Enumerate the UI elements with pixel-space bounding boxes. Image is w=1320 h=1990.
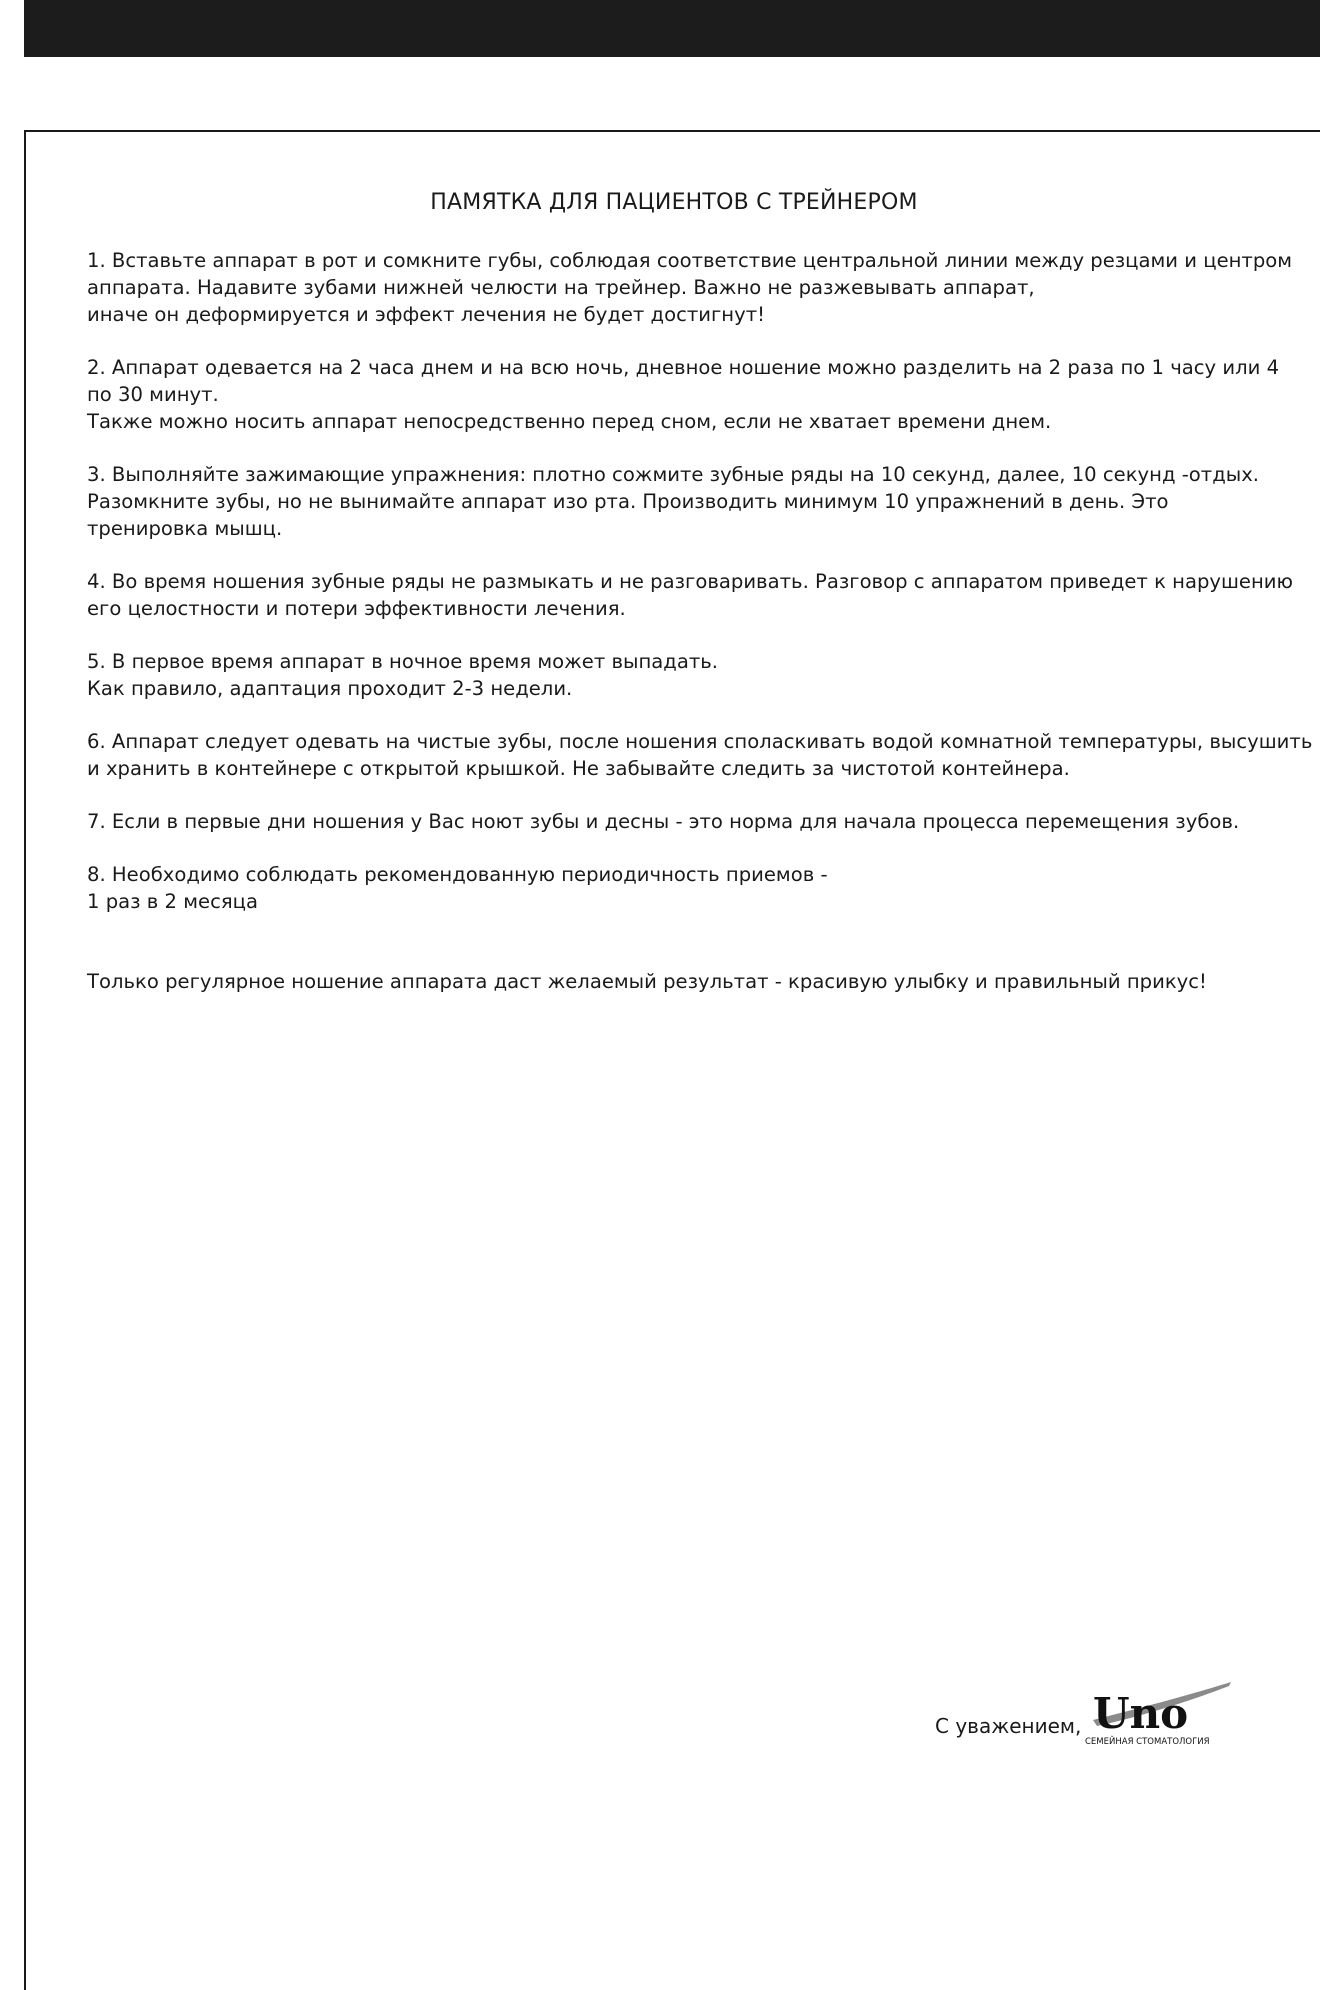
memo-item-2 (87, 354, 1307, 435)
memo-line: 5. В первое время аппарат в ночное время может выпадать. (87, 650, 719, 673)
memo-line: 2. Аппарат одевается на 2 часа днем и на всю ночь, дневное ношение можно разделить на 2 раза по 1 часу или 4 (87, 356, 1280, 379)
memo-line: по 30 минут. (87, 383, 219, 406)
memo-item-3 (87, 461, 1307, 542)
signature-block (935, 1680, 1265, 1760)
logo-subtitle: СЕМЕЙНАЯ СТОМАТОЛОГИЯ (1085, 1737, 1210, 1747)
memo-item-1 (87, 247, 1307, 328)
memo-line: 6. Аппарат следует одевать на чистые зубы, после ношения споласкивать водой комнатной температуры, высушить (87, 730, 1313, 753)
memo-item-8 (87, 861, 1307, 915)
memo-line: 8. Необходимо соблюдать рекомендованную периодичность приемов - (87, 863, 828, 886)
memo-line: тренировка мышц. (87, 517, 283, 540)
header-bar (24, 0, 1320, 57)
logo-wordmark: Uno (1093, 1689, 1189, 1738)
memo-item-5 (87, 648, 1307, 702)
memo-line: 1 раз в 2 месяца (87, 890, 258, 913)
memo-line: 7. Если в первые дни ношения у Вас ноют зубы и десны - это норма для начала процесса перемещения зубов. (87, 810, 1240, 833)
memo-line: 4. Во время ношения зубные ряды не размыкать и не разговаривать. Разговор с аппаратом приведет к нарушению (87, 570, 1294, 593)
memo-content (87, 247, 1313, 995)
memo-line: 1. Вставьте аппарат в рот и сомкните губы, соблюдая соответствие центральной линии между резцами и центром (87, 249, 1293, 272)
memo-line: и хранить в контейнере с открытой крышкой. Не забывайте следить за чистотой контейнера. (87, 757, 1070, 780)
memo-line: иначе он деформируется и эффект лечения не будет достигнут! (87, 303, 765, 326)
memo-line: 3. Выполняйте зажимающие упражнения: плотно сожмите зубные ряды на 10 секунд, далее, 10 секунд -отдых. (87, 463, 1260, 486)
memo-item-7 (87, 808, 1307, 835)
memo-line: Как правило, адаптация проходит 2-3 недели. (87, 677, 573, 700)
uno-logo (1083, 1680, 1233, 1750)
page-title: ПАМЯТКА ДЛЯ ПАЦИЕНТОВ С ТРЕЙНЕРОМ (430, 190, 918, 215)
closing-statement: Только регулярное ношение аппарата даст желаемый результат - красивую улыбку и правильный прикус! (87, 970, 1207, 993)
memo-item-4 (87, 568, 1307, 622)
memo-line: Также можно носить аппарат непосредственно перед сном, если не хватает времени днем. (87, 410, 1052, 433)
regards-text: С уважением, (935, 1714, 1082, 1738)
memo-item-6 (87, 728, 1313, 782)
memo-line: его целостности и потери эффективности лечения. (87, 597, 626, 620)
memo-line: аппарата. Надавите зубами нижней челюсти на трейнер. Важно не разжевывать аппарат, (87, 276, 1035, 299)
memo-line: Разомкните зубы, но не вынимайте аппарат изо рта. Производить минимум 10 упражнений в день. Это (87, 490, 1169, 513)
